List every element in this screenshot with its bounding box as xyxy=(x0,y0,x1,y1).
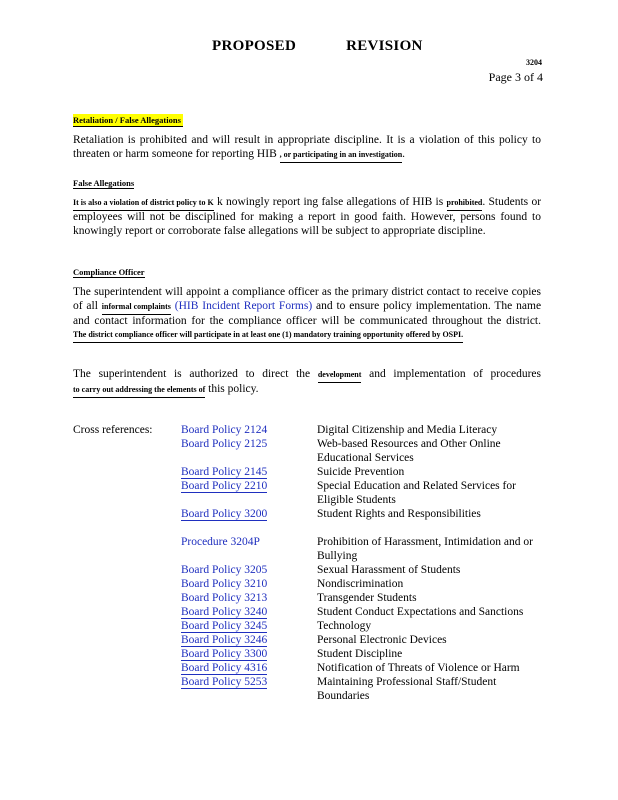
false-allegations-inserted-a: It is also a violation of district policy to K xyxy=(73,196,214,211)
xref-row xyxy=(181,424,541,438)
xref-link[interactable] xyxy=(181,634,317,648)
xref-row xyxy=(181,578,541,592)
xref-row xyxy=(181,466,541,480)
false-allegations-paragraph xyxy=(73,196,541,238)
superintendent-inserted-a: development xyxy=(318,368,362,383)
xref-description: Web-based Resources and Other Online Educational Services xyxy=(317,438,501,464)
compliance-text-a: The superintendent will appoint a compliance officer as the primary district contact to receive copies of all xyxy=(73,286,541,312)
page-number: Page 3 of 4 xyxy=(488,70,543,84)
xref-link-text: Board Policy 3240 xyxy=(181,606,268,618)
xref-description: Student Rights and Responsibilities xyxy=(317,508,481,520)
xref-link-text: Board Policy 2210 xyxy=(181,480,268,492)
xref-link[interactable]: Board Policy 3210 xyxy=(181,578,268,590)
xref-link[interactable] xyxy=(181,606,317,620)
xref-link-text: Board Policy 4316 xyxy=(181,662,268,674)
xref-description: Sexual Harassment of Students xyxy=(317,564,461,576)
xref-link[interactable] xyxy=(181,480,317,508)
xref-link-text: Board Policy 3300 xyxy=(181,648,268,660)
xref-row xyxy=(181,592,541,606)
xref-description: Technology xyxy=(317,620,372,632)
xref-row xyxy=(181,564,541,578)
xref-row xyxy=(181,648,541,662)
false-allegations-text-b: . Students or employees will not be disciplined for making a report in good faith. However, persons found to knowingly report or corroborate false allegations will be subject to appropriate discipline. xyxy=(73,196,542,237)
false-allegations-heading-text: False Allegations xyxy=(73,178,135,188)
retaliation-inserted-text: , or participating in an investigation xyxy=(280,148,403,163)
xref-link[interactable] xyxy=(181,662,317,676)
xref-row xyxy=(181,536,541,564)
xref-link[interactable] xyxy=(181,466,317,480)
xref-row xyxy=(181,634,541,648)
xref-link[interactable] xyxy=(181,620,317,634)
xref-row xyxy=(181,676,541,704)
false-allegations-text-a: k nowingly report ing false allegations of HIB is xyxy=(216,196,444,208)
false-allegations-inserted-b: prohibited xyxy=(447,196,483,211)
xref-description: Digital Citizenship and Media Literacy xyxy=(317,424,498,436)
compliance-inserted-a: informal complaints xyxy=(102,300,171,315)
xref-link[interactable]: Procedure 3204P xyxy=(181,536,260,548)
cross-references-label: Cross references: xyxy=(73,424,153,436)
xref-row xyxy=(181,606,541,620)
xref-link[interactable] xyxy=(181,676,317,704)
retaliation-heading xyxy=(73,114,183,127)
xref-link-text: Board Policy 2145 xyxy=(181,466,268,478)
xref-description: Personal Electronic Devices xyxy=(317,634,447,646)
title-word-proposed: PROPOSED xyxy=(212,38,297,54)
xref-description: Student Conduct Expectations and Sanctions xyxy=(317,606,524,618)
xref-description: Student Discipline xyxy=(317,648,403,660)
xref-row xyxy=(181,480,541,508)
retaliation-text: Retaliation is prohibited and will result in appropriate discipline. It is a violation of this policy to threaten or harm someone for reporting HIB xyxy=(73,134,541,160)
xref-description: Nondiscrimination xyxy=(317,578,404,590)
retaliation-end: . xyxy=(402,147,406,160)
compliance-text-b: and to ensure policy implementation. The name and contact information for the compliance officer will be communicated throughout the district. xyxy=(73,299,542,327)
false-allegations-heading xyxy=(73,178,134,189)
superintendent-text-a: The superintendent is authorized to direct the xyxy=(73,368,311,380)
xref-link-text: Board Policy 3246 xyxy=(181,634,268,646)
xref-link[interactable]: Board Policy 3213 xyxy=(181,592,268,604)
xref-link[interactable]: Board Policy 3205 xyxy=(181,564,268,576)
xref-link-text: Board Policy 3245 xyxy=(181,620,268,632)
xref-description: Notification of Threats of Violence or Harm xyxy=(317,662,520,674)
xref-link-text: Board Policy 5253 xyxy=(181,676,268,688)
retaliation-heading-text: Retaliation / False Allegations xyxy=(73,115,181,125)
superintendent-paragraph xyxy=(73,368,541,398)
compliance-inserted-b: The district compliance officer will participate in at least one (1) mandatory training opportunity offered by OSPI. xyxy=(73,328,463,343)
xref-link[interactable] xyxy=(181,648,317,662)
superintendent-inserted-b: to carry out addressing the elements of xyxy=(73,383,205,398)
compliance-paragraph xyxy=(73,286,541,343)
superintendent-text-c: this policy. xyxy=(208,382,259,395)
xref-description: Maintaining Professional Staff/Student Boundaries xyxy=(317,676,497,702)
xref-row xyxy=(181,662,541,676)
hib-incident-report-forms-link[interactable]: (HIB Incident Report Forms) xyxy=(174,299,313,312)
xref-row xyxy=(181,438,541,466)
xref-description: Transgender Students xyxy=(317,592,417,604)
retaliation-paragraph xyxy=(73,134,541,163)
xref-row xyxy=(181,620,541,634)
document-title xyxy=(212,38,473,55)
compliance-officer-heading xyxy=(73,267,145,278)
xref-row xyxy=(181,508,541,522)
xref-link[interactable] xyxy=(181,508,317,522)
xref-description: Suicide Prevention xyxy=(317,466,405,478)
xref-link[interactable]: Board Policy 2124 xyxy=(181,424,268,436)
xref-description: Special Education and Related Services for Eligible Students xyxy=(317,480,516,506)
policy-number: 3204 xyxy=(526,58,542,67)
xref-link-text: Board Policy 3200 xyxy=(181,508,268,520)
title-word-revision: REVISION xyxy=(346,38,423,54)
compliance-officer-heading-text: Compliance Officer xyxy=(73,267,145,277)
superintendent-text-b: and implementation of procedures xyxy=(369,368,542,380)
xref-description: Prohibition of Harassment, Intimidation and or Bullying xyxy=(317,536,533,562)
xref-link[interactable]: Board Policy 2125 xyxy=(181,438,268,450)
